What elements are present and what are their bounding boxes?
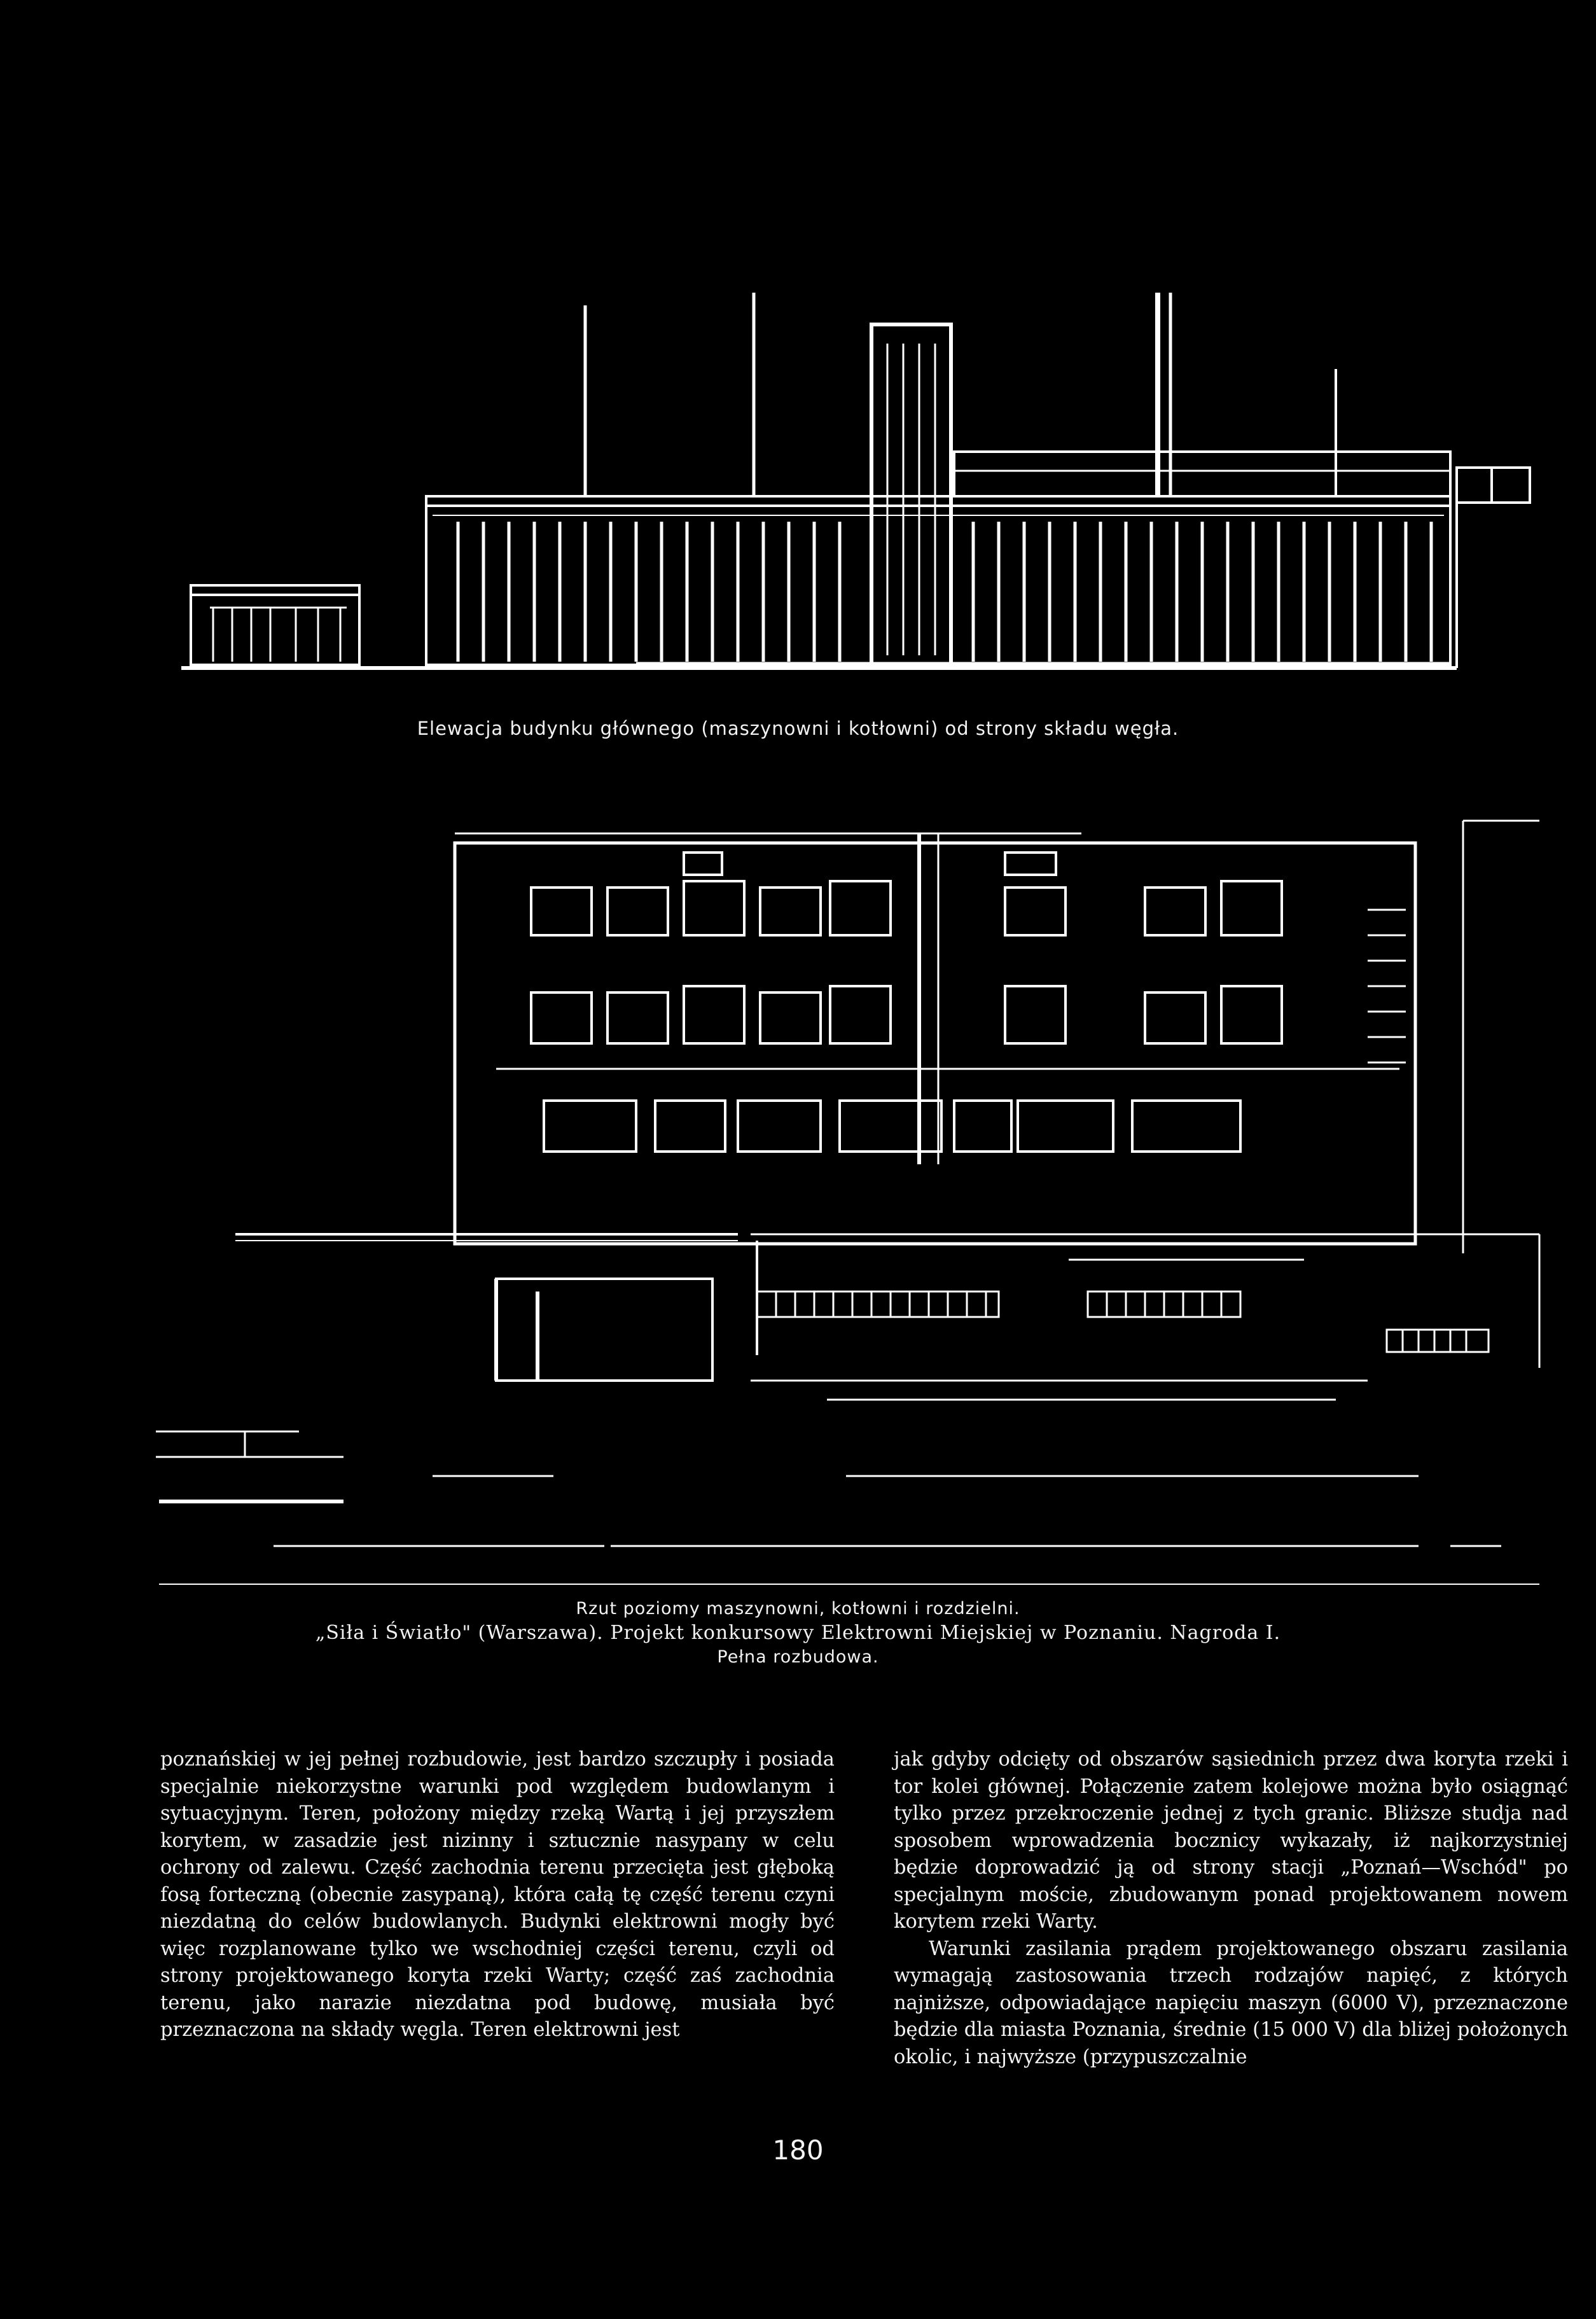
boiler-roof <box>954 452 1450 496</box>
plan-rooms-row-3 <box>544 1101 1240 1152</box>
plan-colonnade-3 <box>1387 1330 1488 1352</box>
left-wing-windows <box>210 608 347 662</box>
left-paragraph: poznańskiej w jej pełnej rozbudowie, jest bardzo szczupły i posiada specjalnie niekorzystne warunki pod względem budowlanym i sytuacyjnym. Teren, położony między rzeką Wartą i jej przyszłem korytem, w zasadzie jest nizinny i sztucznie nasypany w celu ochrony od zalewu. Część zachodnia terenu przecięta jest głęboką fosą forteczną (obecnie zasypaną), która całą tę część terenu czyni niezdatną do celów budowlanych. Budynki elektrowni mogły być więc rozplanowane tylko we wschodniej części terenu, czyli od strony projektowanego koryta rzeki Warty; część zaś zachodnia terenu, jako narazie niezdatna pod budowę, musiała być przeznaczona na składy węgla. Teren elektrowni jest <box>160 1748 835 2041</box>
elevation-svg <box>0 242 1596 700</box>
plan-colonnade-1 <box>757 1292 999 1317</box>
elevation-caption: Elewacja budynku głównego (maszynowni i kotłowni) od strony składu węgła. <box>417 718 1179 739</box>
central-tower <box>871 324 951 665</box>
hall-pilasters-left <box>458 522 840 662</box>
plan-right-stairs <box>1368 910 1406 1062</box>
plan-rooms-row-1 <box>531 853 1282 935</box>
floor-plan-caption-title: Rzut poziomy maszynowni, kotłowni i rozdzielni. <box>576 1599 1020 1619</box>
plan-switch-house <box>235 1234 757 1381</box>
floor-plan-caption-note: Pełna rozbudowa. <box>717 1647 879 1667</box>
left-wing <box>191 585 359 665</box>
right-paragraph-2: Warunki zasilania prądem projektowanego obszaru zasilania wymagają zastosowania trzech rodzajów napięć, z których najniższe, odpowiadające napięciu maszyn (6000 V), przeznaczone będzie dla miasta Poznania, średnie (15 000 V) dla bliżej położonych okolic, i najwyższe (przypuszczalnie <box>894 1937 1568 2068</box>
plan-site-lines <box>156 1234 1539 1584</box>
floor-plan-drawing <box>0 795 1596 1597</box>
main-hall <box>426 496 1450 665</box>
floor-plan-caption <box>0 1597 1596 1669</box>
right-annex <box>1457 468 1530 503</box>
right-paragraph-1: jak gdyby odcięty od obszarów sąsiednich przez dwa koryta rzeki i tor kolei głównej. Połączenie zatem kolejowe można było osiągnąć tylko przez przekroczenie jednej z tych granic. Bliższe studja nad sposobem wprowadzenia bocznicy wykazały, iż najkorzystniej będzie doprowadzić ją od strony stacji „Poznań—Wschód" po specjalnym moście, zbudowanym ponad projektowanem nowem korytem rzeki Warty. <box>894 1748 1568 1933</box>
text-column-right <box>894 1746 1568 2071</box>
text-column-left <box>160 1746 835 2044</box>
plan-colonnade-2 <box>1088 1292 1240 1317</box>
floor-plan-svg <box>0 795 1596 1597</box>
page-number: 180 <box>772 2134 824 2166</box>
plan-rooms-row-2 <box>531 986 1282 1043</box>
elevation-drawing <box>0 242 1596 700</box>
hall-pilasters-right <box>973 522 1431 662</box>
floor-plan-caption-credit: „Siła i Światło" (Warszawa). Projekt konkursowy Elektrowni Miejskiej w Poznaniu. Nagroda I. <box>315 1622 1281 1644</box>
